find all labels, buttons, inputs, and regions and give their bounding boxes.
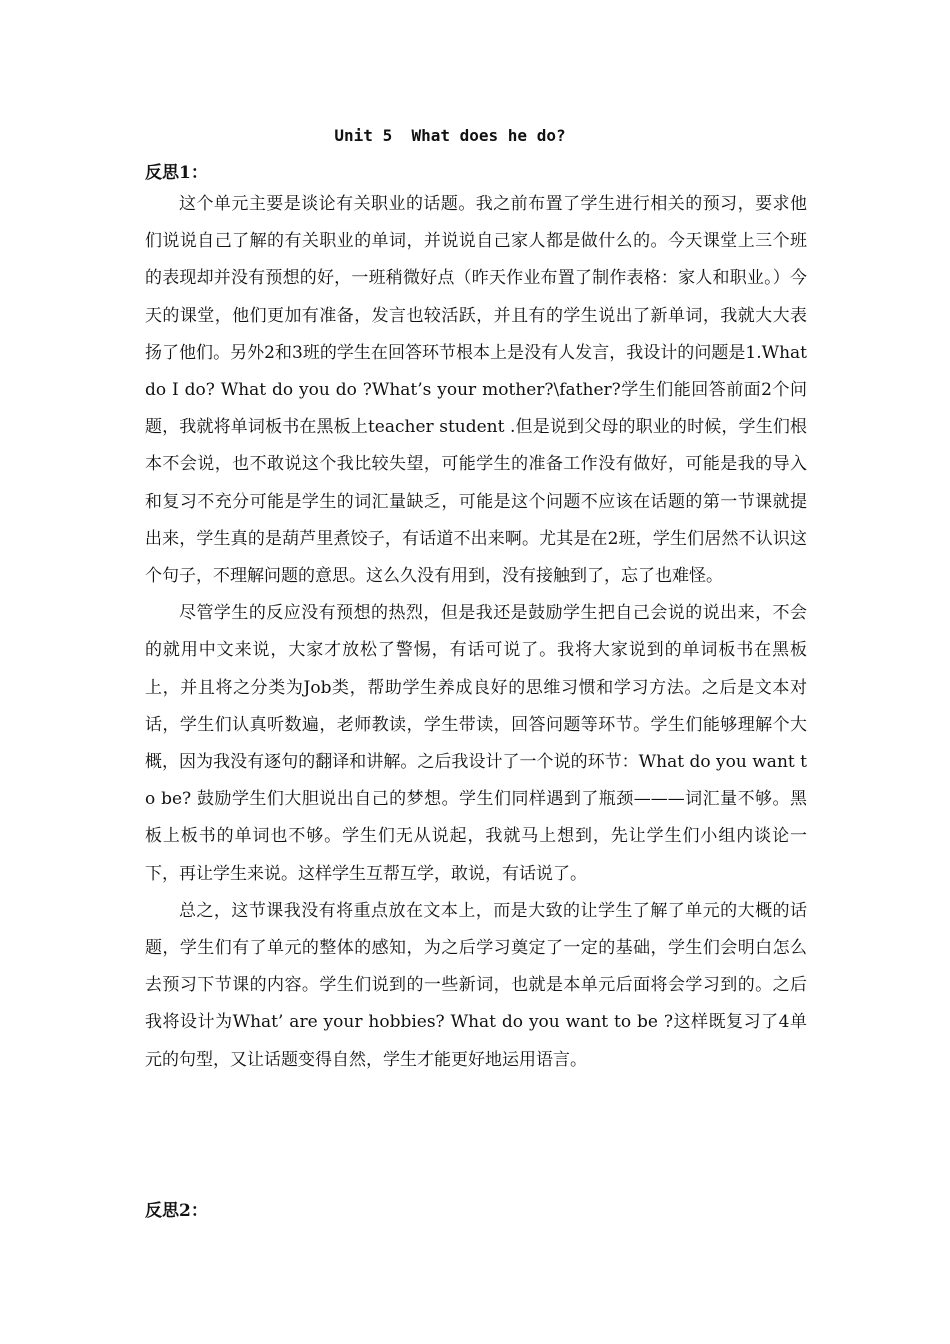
section-heading-reflection-1: 反思1： [145,163,208,183]
paragraph-3: 总之，这节课我没有将重点放在文本上，而是大致的让学生了解了单元的大概的话题，学生们有了单元的整体的感知，为之后学习奠定了一定的基础，学生们会明白怎么去预习下节课的内容。学生们说到的一些新词，也就是本单元后面将会学习到的。之后我将设计为What’ are your hobbies? What do you want to be ?这样既复习了4单元的句型，又让话题变得自然，学生才能更好地运用语言。 [145,900,807,1070]
document-title: Unit 5 What does he do? [334,126,566,145]
document-body [145,186,807,1079]
paragraph-1: 这个单元主要是谈论有关职业的话题。我之前布置了学生进行相关的预习，要求他们说说自己了解的有关职业的单词，并说说自己家人都是做什么的。今天课堂上三个班的表现却并没有预想的好，一班稍微好点（昨天作业布置了制作表格：家人和职业。）今天的课堂，他们更加有准备，发言也较活跃，并且有的学生说出了新单词，我就大大表扬了他们。另外2和3班的学生在回答环节根本上是没有人发言，我设计的问题是1.What do I do? What do you do ?What’s your mother?\father?学生们能回答前面2个问题，我就将单词板书在黑板上teacher student .但是说到父母的职业的时候，学生们根本不会说，也不敢说这个我比较失望，可能学生的准备工作没有做好，可能是我的导入和复习不充分可能是学生的词汇量缺乏，可能是这个问题不应该在话题的第一节课就提出来，学生真的是葫芦里煮饺子，有话道不出来啊。尤其是在2班，学生们居然不认识这个句子，不理解问题的意思。这么久没有用到，没有接触到了，忘了也难怪。 [145,194,807,587]
section-heading-reflection-2: 反思2： [145,1201,208,1221]
paragraph-2: 尽管学生的反应没有预想的热烈，但是我还是鼓励学生把自己会说的说出来，不会的就用中文来说，大家才放松了警惕，有话可说了。我将大家说到的单词板书在黑板上，并且将之分类为Job类，帮助学生养成良好的思维习惯和学习方法。之后是文本对话，学生们认真听数遍，老师教读，学生带读，回答问题等环节。学生们能够理解个大概，因为我没有逐句的翻译和讲解。之后我设计了一个说的环节：What do you want to be? 鼓励学生们大胆说出自己的梦想。学生们同样遇到了瓶颈———词汇量不够。黑板上板书的单词也不够。学生们无从说起，我就马上想到，先让学生们小组内谈论一下，再让学生来说。这样学生互帮互学，敢说，有话说了。 [145,603,807,884]
